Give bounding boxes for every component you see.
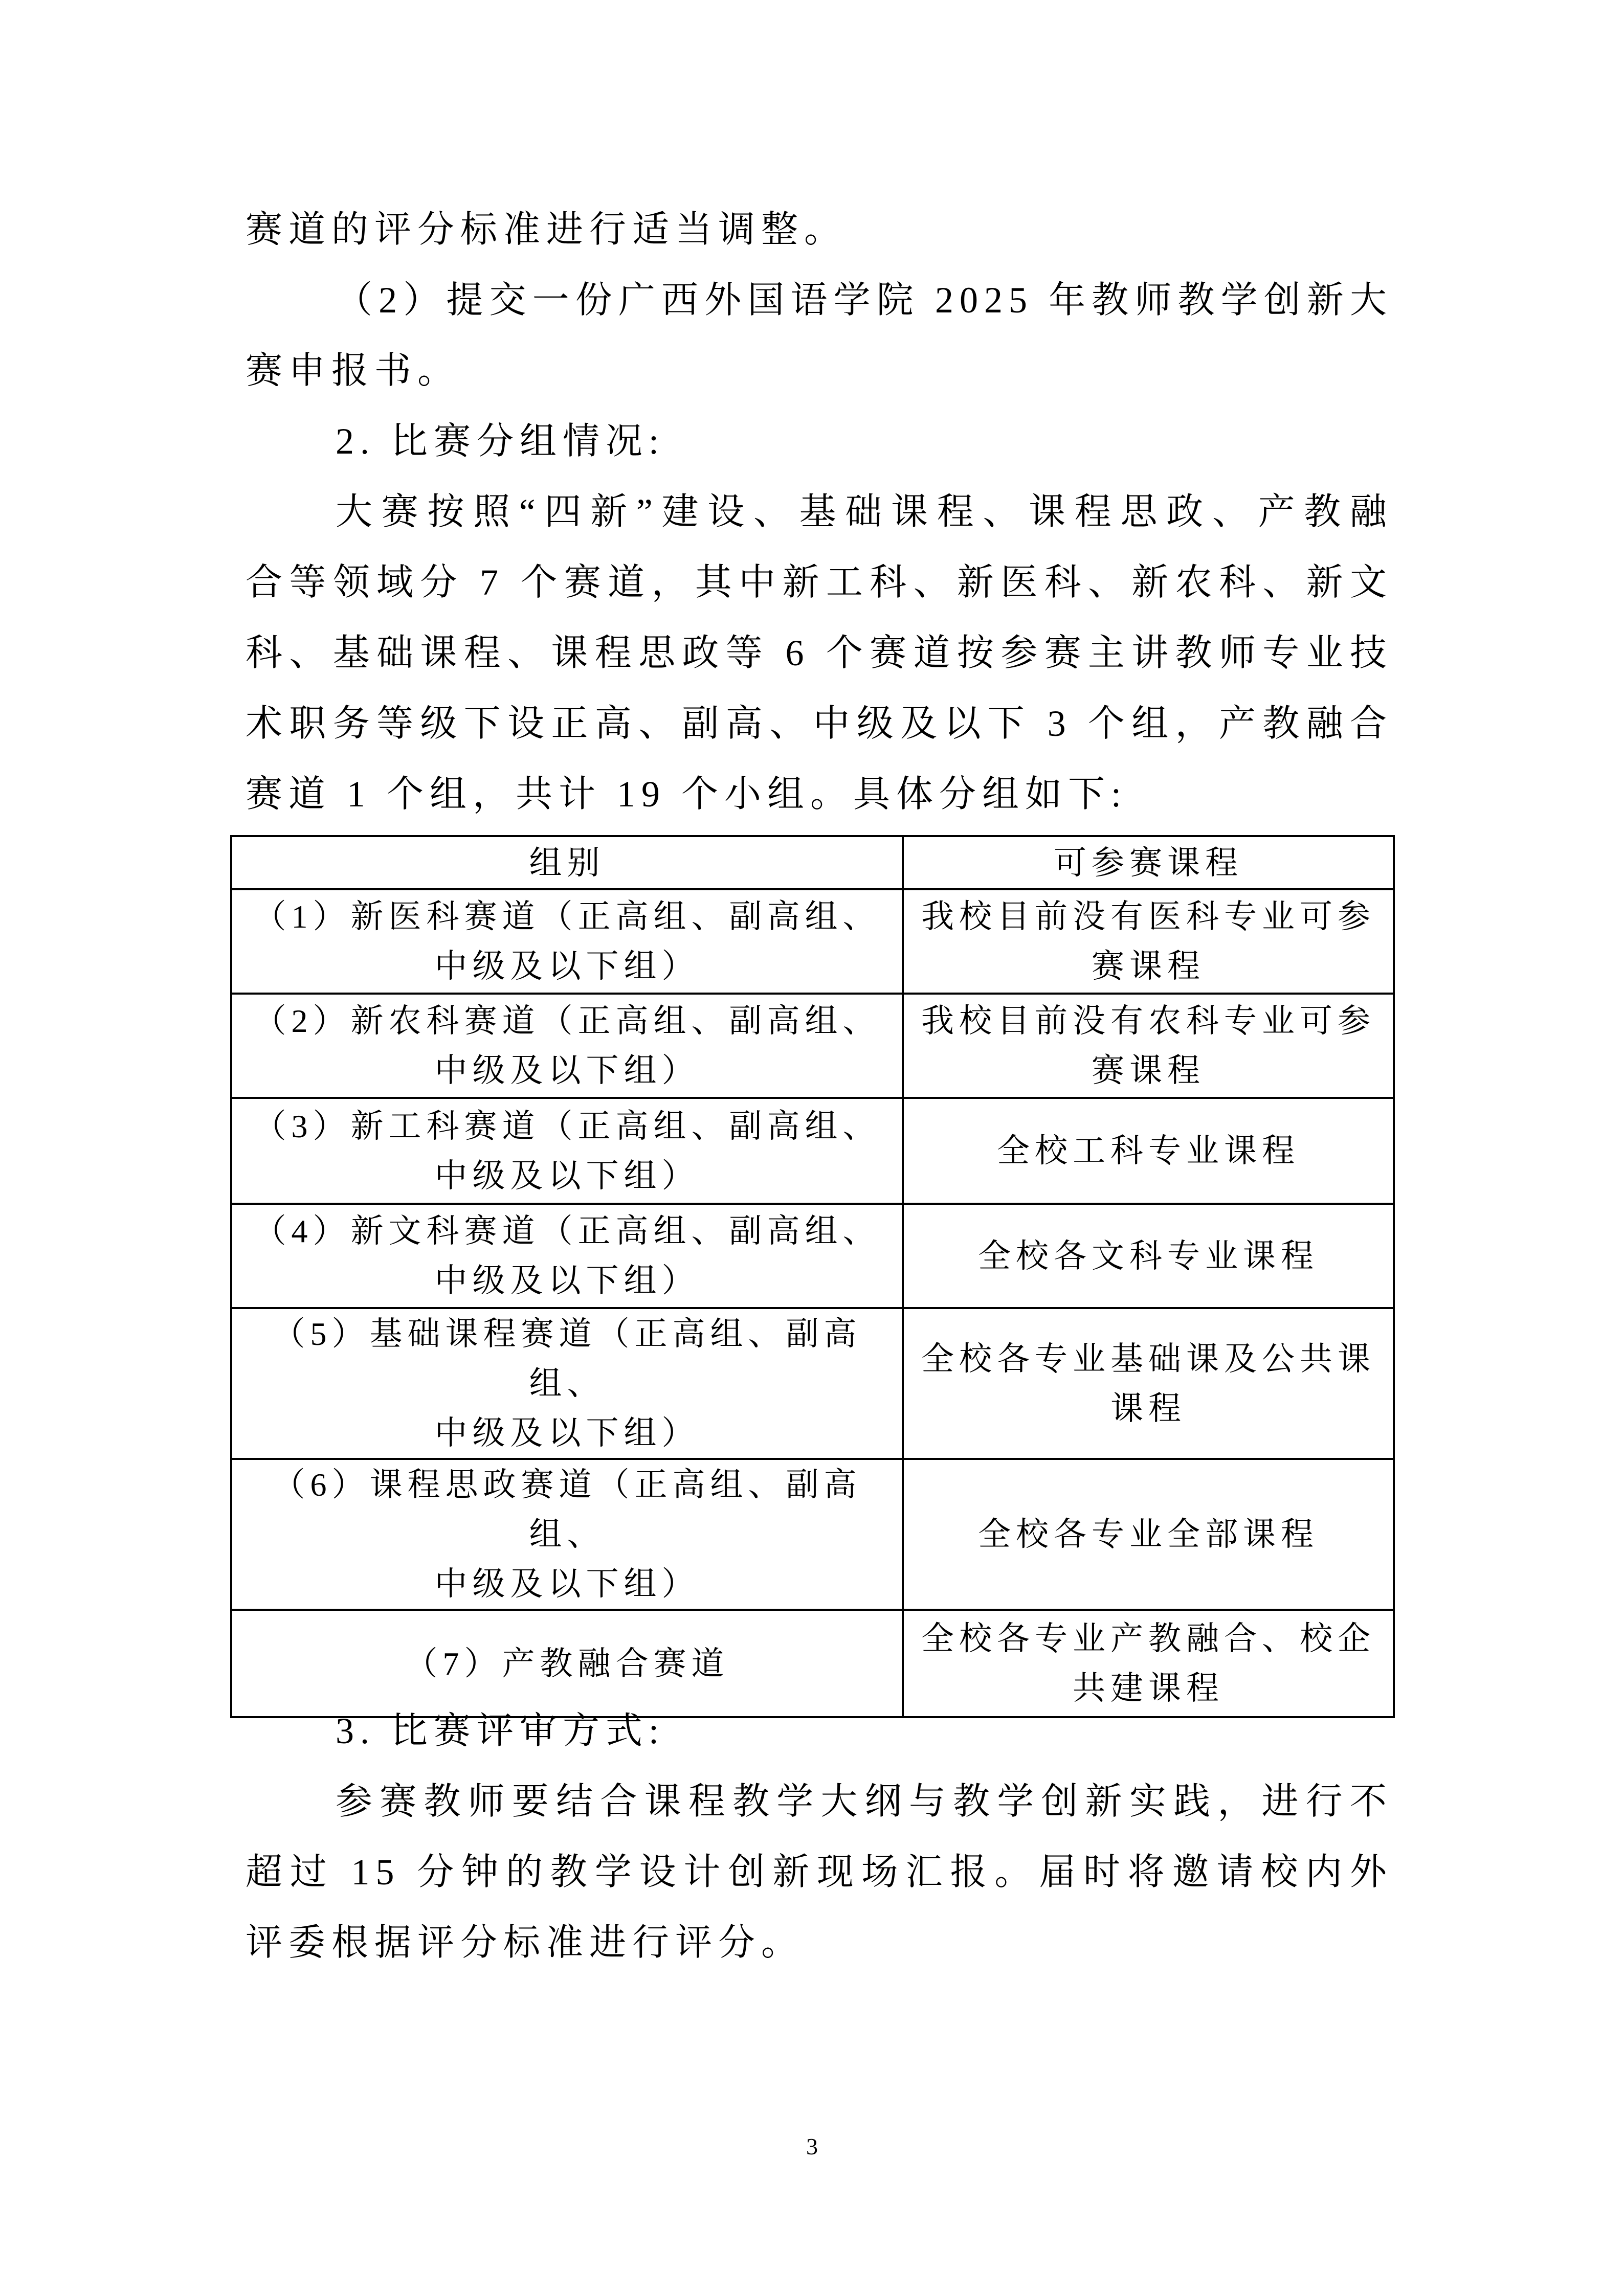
courses-cell: [903, 1098, 1394, 1204]
cell-text: 中级及以下组）: [434, 1157, 700, 1194]
cell-text: 全校各专业产教融合、校企: [921, 1620, 1375, 1657]
cell-text: 课程: [1110, 1390, 1186, 1427]
paragraph-line: 赛道 1 个组，共计 19 个小组。具体分组如下:: [246, 774, 1128, 815]
header-cell-courses: [903, 836, 1394, 889]
paragraph-line: 术职务等级下设正高、副高、中级及以下 3 个组，产教融合: [246, 703, 1393, 744]
courses-cell: [903, 1459, 1394, 1610]
paragraph-line: 赛申报书。: [246, 350, 461, 391]
paragraph-line: 科、基础课程、课程思政等 6 个赛道按参赛主讲教师专业技: [246, 633, 1393, 673]
paragraph-line: 合等领域分 7 个赛道，其中新工科、新医科、新农科、新文: [246, 562, 1393, 603]
table-header-row: [231, 836, 1394, 889]
page-number: 3: [806, 2133, 818, 2159]
section-heading-grouping: 2. 比赛分组情况:: [336, 421, 665, 462]
cell-text: （7）产教融合赛道: [405, 1645, 729, 1682]
paragraph-line: 超过 15 分钟的教学设计创新现场汇报。届时将邀请校内外: [246, 1852, 1393, 1893]
table-row: [231, 1098, 1394, 1204]
courses-cell: [903, 1204, 1394, 1308]
cell-text: 中级及以下组）: [434, 1052, 700, 1089]
paragraph-line: 评委根据评分标准进行评分。: [246, 1922, 805, 1963]
header-text: 可参赛课程: [1054, 844, 1243, 881]
header-cell-group: [231, 836, 903, 889]
cell-text: （6）课程思政赛道（正高组、副高组、: [272, 1467, 862, 1552]
paragraph-line: （2）提交一份广西外国语学院 2025 年教师教学创新大: [336, 280, 1393, 321]
paragraph-line: 赛道的评分标准进行适当调整。: [246, 209, 848, 250]
cell-text: 共建课程: [1073, 1670, 1224, 1706]
table-row: [231, 994, 1394, 1098]
table-row: [231, 1459, 1394, 1610]
cell-text: （4）新文科赛道（正高组、副高组、: [253, 1213, 881, 1249]
group-cell: [231, 994, 903, 1098]
cell-text: 中级及以下组）: [434, 948, 700, 984]
group-cell: [231, 1204, 903, 1308]
cell-text: 赛课程: [1092, 948, 1205, 984]
group-cell: [231, 889, 903, 994]
intro-paragraphs: [246, 194, 1393, 829]
cell-text: 我校目前没有农科专业可参: [921, 1003, 1375, 1039]
review-paragraphs: [246, 1696, 1393, 1978]
groups-table: [230, 835, 1395, 1718]
cell-text: （5）基础课程赛道（正高组、副高组、: [272, 1316, 862, 1402]
cell-text: 中级及以下组）: [434, 1566, 700, 1602]
header-text: 组别: [529, 844, 605, 881]
cell-text: 全校工科专业课程: [997, 1133, 1300, 1169]
cell-text: 中级及以下组）: [434, 1263, 700, 1299]
cell-text: 全校各专业全部课程: [978, 1516, 1319, 1552]
group-cell: [231, 1098, 903, 1204]
courses-cell: [903, 994, 1394, 1098]
group-cell: [231, 1459, 903, 1610]
table-row: [231, 1308, 1394, 1459]
group-cell: [231, 1308, 903, 1459]
section-heading-review: 3. 比赛评审方式:: [336, 1710, 665, 1751]
courses-cell: [903, 889, 1394, 994]
cell-text: 全校各文科专业课程: [978, 1237, 1319, 1274]
paragraph-line: 大赛按照“四新”建设、基础课程、课程思政、产教融: [336, 491, 1393, 532]
cell-text: （2）新农科赛道（正高组、副高组、: [253, 1003, 881, 1039]
cell-text: 全校各专业基础课及公共课: [921, 1340, 1375, 1377]
table-row: [231, 1204, 1394, 1308]
cell-text: 中级及以下组）: [434, 1415, 700, 1451]
cell-text: （3）新工科赛道（正高组、副高组、: [253, 1108, 881, 1144]
paragraph-line: 参赛教师要结合课程教学大纲与教学创新实践，进行不: [336, 1781, 1393, 1822]
cell-text: 我校目前没有医科专业可参: [921, 898, 1375, 935]
cell-text: 赛课程: [1092, 1052, 1205, 1089]
cell-text: （1）新医科赛道（正高组、副高组、: [253, 898, 881, 935]
courses-cell: [903, 1308, 1394, 1459]
table-row: [231, 889, 1394, 994]
